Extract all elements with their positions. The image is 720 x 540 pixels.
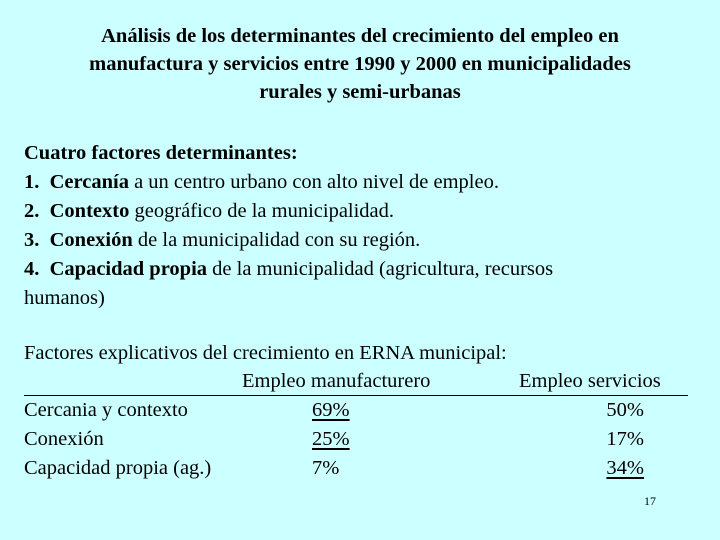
factor-item-2 [24,197,704,226]
table-cell: 17% [606,428,644,450]
factor-keyword: Conexión [49,229,133,251]
table-header-cell: Empleo manufacturero [242,370,431,392]
factor-description: a un centro urbano con alto nivel de empleo. [128,171,499,193]
factor-item-1 [24,168,704,197]
factor-description: de la municipalidad (agricultura, recursos [207,258,554,280]
table-cell: 7% [312,457,340,479]
factor-number: 1. [24,171,40,193]
table-cell: 25% [312,428,350,450]
factors-list [24,139,704,313]
table-row [24,454,688,483]
factor-description: geográfico de la municipalidad. [129,200,395,222]
table-cell: 69% [312,399,350,421]
factor-description: de la municipalidad con su región. [132,229,421,251]
factor-keyword: Cercanía [49,171,129,193]
title-line-2: manufactura y servicios entre 1990 y 2000 en municipalidades [89,53,631,75]
title-line-3: rurales y semi-urbanas [259,81,461,103]
table-cell: Capacidad propia (ag.) [24,457,212,479]
table-intro: Factores explicativos del crecimiento en ERNA municipal: [24,342,507,364]
title-line-1: Análisis de los determinantes del crecimiento del empleo en [101,25,619,47]
table-cell: 50% [606,399,644,421]
table-cell: Conexión [24,428,104,450]
table-cell: Cercania y contexto [24,399,188,421]
factor-number: 2. [24,200,40,222]
factor-keyword: Capacidad propia [49,258,208,280]
factors-heading: Cuatro factores determinantes: [24,142,298,164]
table-header-cell: Empleo servicios [519,370,661,392]
factor-item-4-continuation: humanos) [24,287,105,309]
factor-number: 3. [24,229,40,251]
table-row [24,425,688,454]
table-cell: 34% [606,457,644,479]
factor-keyword: Contexto [49,200,130,222]
factor-number: 4. [24,258,40,280]
slide-title [20,22,700,106]
table-header-row [24,367,688,396]
table-row [24,396,688,425]
page-number: 17 [644,494,656,508]
factor-item-3 [24,226,704,255]
factors-table [24,367,688,483]
factor-item-4 [24,255,704,284]
